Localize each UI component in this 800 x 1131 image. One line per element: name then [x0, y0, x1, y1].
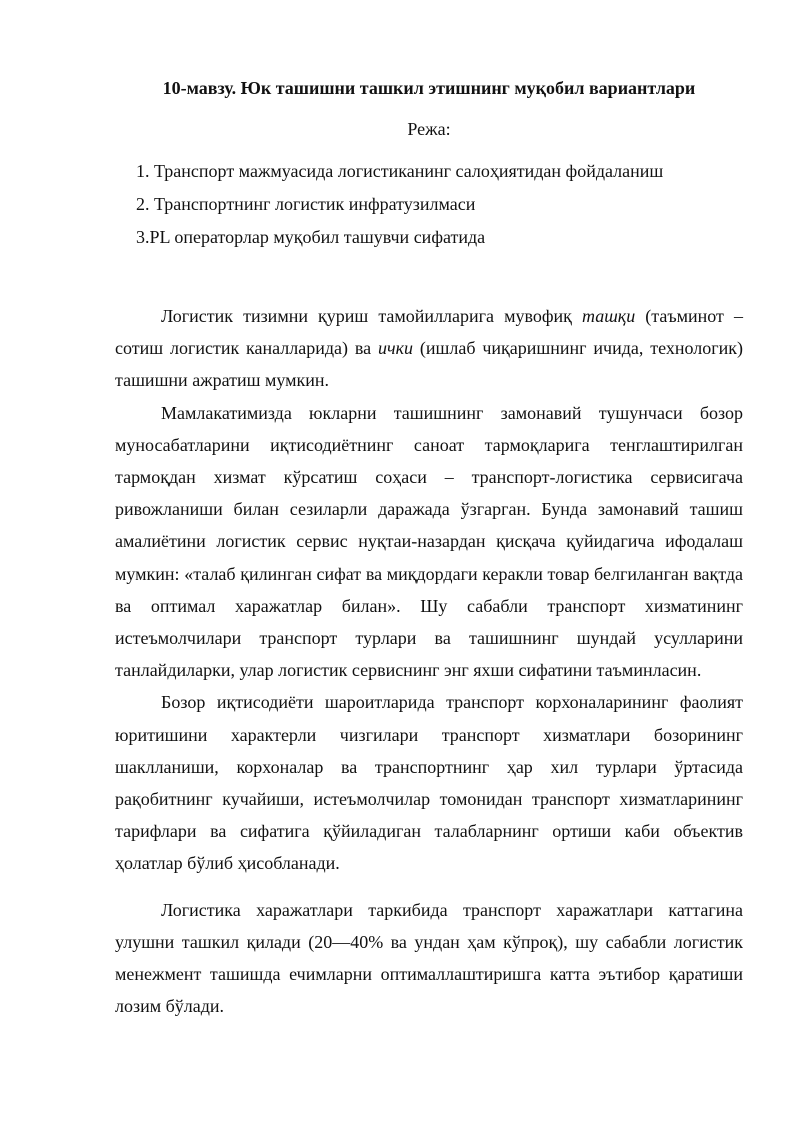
- plan-item: 2. Транспортнинг логистик инфратузилмаси: [136, 194, 476, 214]
- paragraph-1-text-b: (таъминот – сотиш логистик каналларида) ва: [115, 306, 743, 359]
- plan-item: 1. Транспорт мажмуасида логистиканинг салоҳиятидан фойдаланиш: [136, 161, 664, 181]
- plan-heading: Режа:: [407, 119, 451, 139]
- emphasis-external: ташқи: [581, 306, 636, 326]
- paragraph-2: Мамлакатимизда юкларни ташишнинг замонавий тушунчаси бозор муносабатларини иқтисодиётнинг саноат тармоқларига тенглаштирилган тармоқдан хизмат кўрсатиш соҳаси – транспорт-логистика сервисигача ривожланиши билан сезиларли даражада ўзгарган. Бунда замонавий ташиш амалиётини логистик сервис нуқтаи-назардан қисқача қуйидагича ифодалаш мумкин: «талаб қилинган сифат ва миқдордаги керакли товар белгиланган вақтда ва оптимал харажатлар билан». Шу сабабли транспорт хизматининг истеъмолчилари транспорт турлари ва ташишнинг шундай усулларини танлайдиларки, улар логистик сервиснинг энг яхши сифатини таъминласин.: [115, 402, 743, 681]
- paragraph-1-text-c: (ишлаб чиқаришнинг ичида, технологик) ташишни ажратиш мумкин.: [115, 338, 743, 391]
- paragraph-4: Логистика харажатлари таркибида транспорт харажатлари каттагина улушни ташкил қилади (20—40% ва ундан ҳам кўпроқ), шу сабабли логистик менежмент ташишда ечимларни оптималлаштиришга катта эътибор қаратиши лозим бўлади.: [115, 899, 743, 1017]
- plan-list: [136, 157, 663, 256]
- paragraph-3: Бозор иқтисодиёти шароитларида транспорт корхоналарининг фаолият юритишини характерли чизгилари транспорт хизматлари бозорининг шаклланиши, корхоналар ва транспортнинг ҳар хил турлари ўртасида рақобитнинг кучайиши, истеъмолчилар томонидан транспорт хизматларининг тарифлари ва сифатига қўйиладиган талабларнинг ортиши каби объектив ҳолатлар бўлиб ҳисобланади.: [115, 692, 743, 874]
- plan-item: 3.PL операторлар муқобил ташувчи сифатида: [136, 227, 486, 247]
- document-body: [115, 300, 743, 1022]
- paragraph-1: [115, 300, 743, 397]
- paragraph-1-text-a: Логистик тизимни қуриш тамойилларига мувофиқ: [161, 306, 582, 326]
- document-title: 10-мавзу. Юк ташишни ташкил этишнинг муқобил вариантлари: [162, 78, 696, 98]
- emphasis-internal: ички: [378, 338, 414, 359]
